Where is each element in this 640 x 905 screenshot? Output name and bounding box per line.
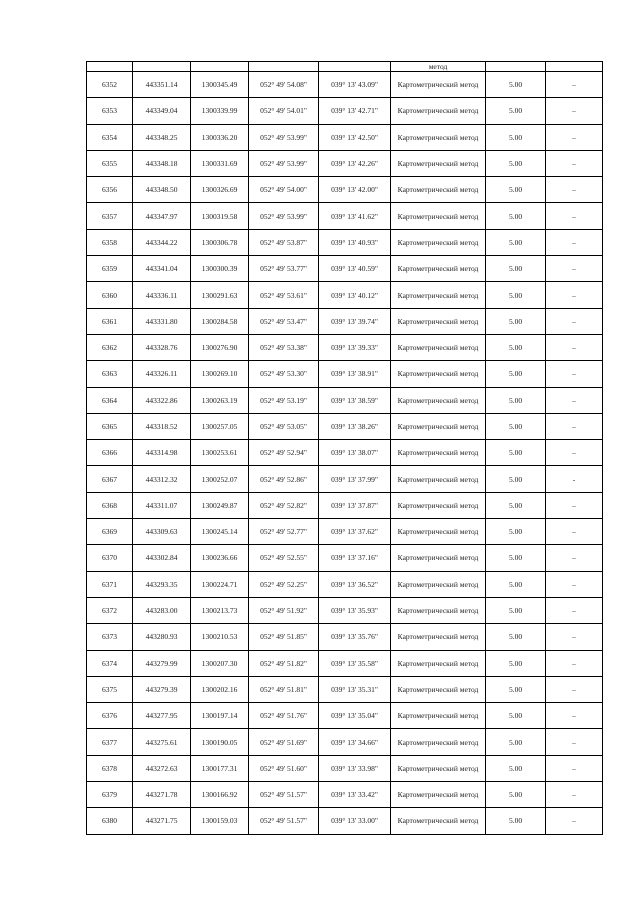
point-number-cell: 6353 <box>87 98 133 124</box>
table-row <box>87 729 603 755</box>
longitude-cell: 039° 13' 39.74" <box>319 308 391 334</box>
note-cell: – <box>546 624 603 650</box>
point-number-cell: 6360 <box>87 282 133 308</box>
point-number-cell: 6370 <box>87 545 133 571</box>
note-cell: – <box>546 361 603 387</box>
note-cell: – <box>546 282 603 308</box>
accuracy-cell: 5.00 <box>486 650 546 676</box>
x-coordinate-cell: 443314.98 <box>133 440 191 466</box>
method-cell: Картометрический метод <box>391 256 486 282</box>
point-number-cell: 6364 <box>87 387 133 413</box>
point-number-cell: 6354 <box>87 124 133 150</box>
method-cell: Картометрический метод <box>391 387 486 413</box>
point-number-cell: 6367 <box>87 466 133 492</box>
accuracy-cell: 5.00 <box>486 334 546 360</box>
note-cell: – <box>546 150 603 176</box>
longitude-cell: 039° 13' 42.50" <box>319 124 391 150</box>
longitude-cell: 039° 13' 33.98" <box>319 755 391 781</box>
table-row <box>87 703 603 729</box>
table-row <box>87 676 603 702</box>
table-row <box>87 650 603 676</box>
x-coordinate-cell: 443272.63 <box>133 755 191 781</box>
table-row <box>87 72 603 98</box>
table-cell <box>486 62 546 72</box>
y-coordinate-cell: 1300339.99 <box>191 98 249 124</box>
longitude-cell: 039° 13' 39.33" <box>319 334 391 360</box>
point-number-cell: 6375 <box>87 676 133 702</box>
x-coordinate-cell: 443312.32 <box>133 466 191 492</box>
x-coordinate-cell: 443311.07 <box>133 492 191 518</box>
y-coordinate-cell: 1300224.71 <box>191 571 249 597</box>
note-cell: – <box>546 650 603 676</box>
x-coordinate-cell: 443344.22 <box>133 229 191 255</box>
method-cell: Картометрический метод <box>391 72 486 98</box>
x-coordinate-cell: 443331.80 <box>133 308 191 334</box>
x-coordinate-cell: 443277.95 <box>133 703 191 729</box>
point-number-cell: 6373 <box>87 624 133 650</box>
table-row <box>87 597 603 623</box>
longitude-cell: 039° 13' 42.00" <box>319 177 391 203</box>
method-cell: Картометрический метод <box>391 361 486 387</box>
note-cell: – <box>546 492 603 518</box>
point-number-cell: 6361 <box>87 308 133 334</box>
table-row <box>87 256 603 282</box>
longitude-cell: 039° 13' 35.04" <box>319 703 391 729</box>
accuracy-cell: 5.00 <box>486 466 546 492</box>
y-coordinate-cell: 1300276.90 <box>191 334 249 360</box>
x-coordinate-cell: 443283.00 <box>133 597 191 623</box>
x-coordinate-cell: 443348.25 <box>133 124 191 150</box>
latitude-cell: 052° 49' 53.38" <box>249 334 319 360</box>
table-row <box>87 150 603 176</box>
y-coordinate-cell: 1300213.73 <box>191 597 249 623</box>
point-number-cell: 6355 <box>87 150 133 176</box>
y-coordinate-cell: 1300336.20 <box>191 124 249 150</box>
method-cell: Картометрический метод <box>391 808 486 834</box>
note-cell: – <box>546 229 603 255</box>
accuracy-cell: 5.00 <box>486 98 546 124</box>
x-coordinate-cell: 443279.99 <box>133 650 191 676</box>
latitude-cell: 052° 49' 51.57" <box>249 808 319 834</box>
note-cell: – <box>546 413 603 439</box>
longitude-cell: 039° 13' 35.93" <box>319 597 391 623</box>
accuracy-cell: 5.00 <box>486 808 546 834</box>
y-coordinate-cell: 1300291.63 <box>191 282 249 308</box>
method-cell: Картометрический метод <box>391 98 486 124</box>
x-coordinate-cell: 443328.76 <box>133 334 191 360</box>
latitude-cell: 052° 49' 52.77" <box>249 519 319 545</box>
y-coordinate-cell: 1300263.19 <box>191 387 249 413</box>
point-number-cell: 6377 <box>87 729 133 755</box>
method-cell: метод <box>391 62 486 72</box>
latitude-cell: 052° 49' 51.76" <box>249 703 319 729</box>
x-coordinate-cell: 443309.63 <box>133 519 191 545</box>
latitude-cell: 052° 49' 53.30" <box>249 361 319 387</box>
longitude-cell: 039° 13' 42.71" <box>319 98 391 124</box>
table-row <box>87 755 603 781</box>
x-coordinate-cell: 443318.52 <box>133 413 191 439</box>
y-coordinate-cell: 1300326.69 <box>191 177 249 203</box>
longitude-cell: 039° 13' 37.62" <box>319 519 391 545</box>
point-number-cell: 6369 <box>87 519 133 545</box>
accuracy-cell: 5.00 <box>486 782 546 808</box>
table-row <box>87 177 603 203</box>
x-coordinate-cell: 443351.14 <box>133 72 191 98</box>
table-row <box>87 571 603 597</box>
y-coordinate-cell: 1300166.92 <box>191 782 249 808</box>
y-coordinate-cell: 1300253.61 <box>191 440 249 466</box>
y-coordinate-cell: 1300177.31 <box>191 755 249 781</box>
method-cell: Картометрический метод <box>391 703 486 729</box>
note-cell: – <box>546 676 603 702</box>
latitude-cell: 052° 49' 54.01" <box>249 98 319 124</box>
longitude-cell: 039° 13' 41.62" <box>319 203 391 229</box>
method-cell: Картометрический метод <box>391 177 486 203</box>
latitude-cell: 052° 49' 51.92" <box>249 597 319 623</box>
latitude-cell: 052° 49' 52.25" <box>249 571 319 597</box>
method-cell: Картометрический метод <box>391 545 486 571</box>
accuracy-cell: 5.00 <box>486 729 546 755</box>
accuracy-cell: 5.00 <box>486 282 546 308</box>
latitude-cell: 052° 49' 52.94" <box>249 440 319 466</box>
accuracy-cell: 5.00 <box>486 519 546 545</box>
y-coordinate-cell: 1300190.05 <box>191 729 249 755</box>
table-row <box>87 519 603 545</box>
x-coordinate-cell: 443275.61 <box>133 729 191 755</box>
table-cell <box>249 62 319 72</box>
note-cell: – <box>546 597 603 623</box>
latitude-cell: 052° 49' 53.99" <box>249 150 319 176</box>
table-row <box>87 624 603 650</box>
coordinates-table <box>86 61 603 835</box>
x-coordinate-cell: 443302.84 <box>133 545 191 571</box>
x-coordinate-cell: 443348.50 <box>133 177 191 203</box>
table-row <box>87 387 603 413</box>
y-coordinate-cell: 1300300.39 <box>191 256 249 282</box>
note-cell: – <box>546 729 603 755</box>
note-cell: – <box>546 177 603 203</box>
x-coordinate-cell: 443326.11 <box>133 361 191 387</box>
latitude-cell: 052° 49' 53.61" <box>249 282 319 308</box>
longitude-cell: 039° 13' 38.26" <box>319 413 391 439</box>
table-row <box>87 782 603 808</box>
method-cell: Картометрический метод <box>391 676 486 702</box>
accuracy-cell: 5.00 <box>486 308 546 334</box>
longitude-cell: 039° 13' 38.07" <box>319 440 391 466</box>
longitude-cell: 039° 13' 42.26" <box>319 150 391 176</box>
table-row <box>87 203 603 229</box>
method-cell: Картометрический метод <box>391 597 486 623</box>
table-row <box>87 466 603 492</box>
table-row <box>87 229 603 255</box>
note-cell: – <box>546 755 603 781</box>
y-coordinate-cell: 1300207.30 <box>191 650 249 676</box>
table-cell <box>133 62 191 72</box>
latitude-cell: 052° 49' 51.85" <box>249 624 319 650</box>
method-cell: Картометрический метод <box>391 650 486 676</box>
note-cell: – <box>546 387 603 413</box>
longitude-cell: 039° 13' 35.58" <box>319 650 391 676</box>
x-coordinate-cell: 443322.86 <box>133 387 191 413</box>
latitude-cell: 052° 49' 53.19" <box>249 387 319 413</box>
point-number-cell: 6359 <box>87 256 133 282</box>
point-number-cell: 6362 <box>87 334 133 360</box>
latitude-cell: 052° 49' 54.08" <box>249 72 319 98</box>
latitude-cell: 052° 49' 53.99" <box>249 124 319 150</box>
note-cell: – <box>546 334 603 360</box>
longitude-cell: 039° 13' 40.12" <box>319 282 391 308</box>
method-cell: Картометрический метод <box>391 466 486 492</box>
latitude-cell: 052° 49' 52.86" <box>249 466 319 492</box>
note-cell: - <box>546 466 603 492</box>
note-cell: – <box>546 782 603 808</box>
table-cell <box>319 62 391 72</box>
longitude-cell: 039° 13' 36.52" <box>319 571 391 597</box>
table-body <box>87 62 603 835</box>
longitude-cell: 039° 13' 43.09" <box>319 72 391 98</box>
method-cell: Картометрический метод <box>391 782 486 808</box>
accuracy-cell: 5.00 <box>486 413 546 439</box>
note-cell: – <box>546 203 603 229</box>
method-cell: Картометрический метод <box>391 440 486 466</box>
note-cell: – <box>546 308 603 334</box>
method-cell: Картометрический метод <box>391 624 486 650</box>
accuracy-cell: 5.00 <box>486 229 546 255</box>
y-coordinate-cell: 1300159.03 <box>191 808 249 834</box>
table-row <box>87 124 603 150</box>
x-coordinate-cell: 443347.97 <box>133 203 191 229</box>
accuracy-cell: 5.00 <box>486 545 546 571</box>
point-number-cell: 6379 <box>87 782 133 808</box>
point-number-cell: 6372 <box>87 597 133 623</box>
longitude-cell: 039° 13' 35.76" <box>319 624 391 650</box>
method-cell: Картометрический метод <box>391 203 486 229</box>
method-cell: Картометрический метод <box>391 282 486 308</box>
x-coordinate-cell: 443271.78 <box>133 782 191 808</box>
point-number-cell: 6358 <box>87 229 133 255</box>
method-cell: Картометрический метод <box>391 519 486 545</box>
point-number-cell: 6352 <box>87 72 133 98</box>
latitude-cell: 052° 49' 54.00" <box>249 177 319 203</box>
point-number-cell: 6378 <box>87 755 133 781</box>
method-cell: Картометрический метод <box>391 571 486 597</box>
longitude-cell: 039° 13' 38.91" <box>319 361 391 387</box>
x-coordinate-cell: 443280.93 <box>133 624 191 650</box>
accuracy-cell: 5.00 <box>486 624 546 650</box>
table-row <box>87 440 603 466</box>
longitude-cell: 039° 13' 34.66" <box>319 729 391 755</box>
accuracy-cell: 5.00 <box>486 597 546 623</box>
accuracy-cell: 5.00 <box>486 703 546 729</box>
table-cell <box>546 62 603 72</box>
x-coordinate-cell: 443336.11 <box>133 282 191 308</box>
accuracy-cell: 5.00 <box>486 256 546 282</box>
longitude-cell: 039° 13' 40.59" <box>319 256 391 282</box>
method-cell: Картометрический метод <box>391 413 486 439</box>
accuracy-cell: 5.00 <box>486 676 546 702</box>
y-coordinate-cell: 1300269.10 <box>191 361 249 387</box>
longitude-cell: 039° 13' 37.16" <box>319 545 391 571</box>
longitude-cell: 039° 13' 40.93" <box>319 229 391 255</box>
point-number-cell: 6365 <box>87 413 133 439</box>
accuracy-cell: 5.00 <box>486 440 546 466</box>
note-cell: – <box>546 124 603 150</box>
table-row <box>87 308 603 334</box>
latitude-cell: 052° 49' 51.81" <box>249 676 319 702</box>
accuracy-cell: 5.00 <box>486 755 546 781</box>
latitude-cell: 052° 49' 53.77" <box>249 256 319 282</box>
accuracy-cell: 5.00 <box>486 492 546 518</box>
point-number-cell: 6371 <box>87 571 133 597</box>
latitude-cell: 052° 49' 53.87" <box>249 229 319 255</box>
table-cell <box>191 62 249 72</box>
method-cell: Картометрический метод <box>391 334 486 360</box>
point-number-cell: 6376 <box>87 703 133 729</box>
accuracy-cell: 5.00 <box>486 361 546 387</box>
y-coordinate-cell: 1300249.87 <box>191 492 249 518</box>
point-number-cell: 6363 <box>87 361 133 387</box>
note-cell: – <box>546 72 603 98</box>
y-coordinate-cell: 1300236.66 <box>191 545 249 571</box>
table-row <box>87 545 603 571</box>
longitude-cell: 039° 13' 33.42" <box>319 782 391 808</box>
table-row <box>87 492 603 518</box>
point-number-cell: 6380 <box>87 808 133 834</box>
accuracy-cell: 5.00 <box>486 387 546 413</box>
table-row <box>87 413 603 439</box>
y-coordinate-cell: 1300306.78 <box>191 229 249 255</box>
accuracy-cell: 5.00 <box>486 203 546 229</box>
latitude-cell: 052° 49' 51.57" <box>249 782 319 808</box>
accuracy-cell: 5.00 <box>486 72 546 98</box>
method-cell: Картометрический метод <box>391 150 486 176</box>
method-cell: Картометрический метод <box>391 124 486 150</box>
y-coordinate-cell: 1300210.53 <box>191 624 249 650</box>
note-cell: – <box>546 256 603 282</box>
y-coordinate-cell: 1300197.14 <box>191 703 249 729</box>
longitude-cell: 039° 13' 35.31" <box>319 676 391 702</box>
method-cell: Картометрический метод <box>391 729 486 755</box>
y-coordinate-cell: 1300257.05 <box>191 413 249 439</box>
x-coordinate-cell: 443271.75 <box>133 808 191 834</box>
accuracy-cell: 5.00 <box>486 124 546 150</box>
table-row-continuation <box>87 62 603 72</box>
method-cell: Картометрический метод <box>391 755 486 781</box>
longitude-cell: 039° 13' 37.87" <box>319 492 391 518</box>
x-coordinate-cell: 443348.18 <box>133 150 191 176</box>
y-coordinate-cell: 1300284.58 <box>191 308 249 334</box>
note-cell: – <box>546 545 603 571</box>
point-number-cell: 6374 <box>87 650 133 676</box>
accuracy-cell: 5.00 <box>486 150 546 176</box>
y-coordinate-cell: 1300252.07 <box>191 466 249 492</box>
note-cell: – <box>546 519 603 545</box>
method-cell: Картометрический метод <box>391 229 486 255</box>
table-row <box>87 361 603 387</box>
accuracy-cell: 5.00 <box>486 177 546 203</box>
point-number-cell: 6356 <box>87 177 133 203</box>
note-cell: – <box>546 808 603 834</box>
table-row <box>87 282 603 308</box>
latitude-cell: 052° 49' 53.47" <box>249 308 319 334</box>
note-cell: – <box>546 98 603 124</box>
x-coordinate-cell: 443349.04 <box>133 98 191 124</box>
note-cell: – <box>546 703 603 729</box>
method-cell: Картометрический метод <box>391 308 486 334</box>
point-number-cell: 6368 <box>87 492 133 518</box>
table-row <box>87 808 603 834</box>
latitude-cell: 052° 49' 51.69" <box>249 729 319 755</box>
method-cell: Картометрический метод <box>391 492 486 518</box>
y-coordinate-cell: 1300319.58 <box>191 203 249 229</box>
table-row <box>87 98 603 124</box>
note-cell: – <box>546 440 603 466</box>
latitude-cell: 052° 49' 51.60" <box>249 755 319 781</box>
accuracy-cell: 5.00 <box>486 571 546 597</box>
latitude-cell: 052° 49' 52.82" <box>249 492 319 518</box>
y-coordinate-cell: 1300202.16 <box>191 676 249 702</box>
note-cell: – <box>546 571 603 597</box>
y-coordinate-cell: 1300245.14 <box>191 519 249 545</box>
y-coordinate-cell: 1300345.49 <box>191 72 249 98</box>
latitude-cell: 052° 49' 53.05" <box>249 413 319 439</box>
table-row <box>87 334 603 360</box>
longitude-cell: 039° 13' 38.59" <box>319 387 391 413</box>
point-number-cell: 6366 <box>87 440 133 466</box>
latitude-cell: 052° 49' 52.55" <box>249 545 319 571</box>
point-number-cell: 6357 <box>87 203 133 229</box>
x-coordinate-cell: 443341.04 <box>133 256 191 282</box>
latitude-cell: 052° 49' 51.82" <box>249 650 319 676</box>
longitude-cell: 039° 13' 33.00" <box>319 808 391 834</box>
x-coordinate-cell: 443293.35 <box>133 571 191 597</box>
latitude-cell: 052° 49' 53.99" <box>249 203 319 229</box>
x-coordinate-cell: 443279.39 <box>133 676 191 702</box>
longitude-cell: 039° 13' 37.99" <box>319 466 391 492</box>
table-cell <box>87 62 133 72</box>
y-coordinate-cell: 1300331.69 <box>191 150 249 176</box>
